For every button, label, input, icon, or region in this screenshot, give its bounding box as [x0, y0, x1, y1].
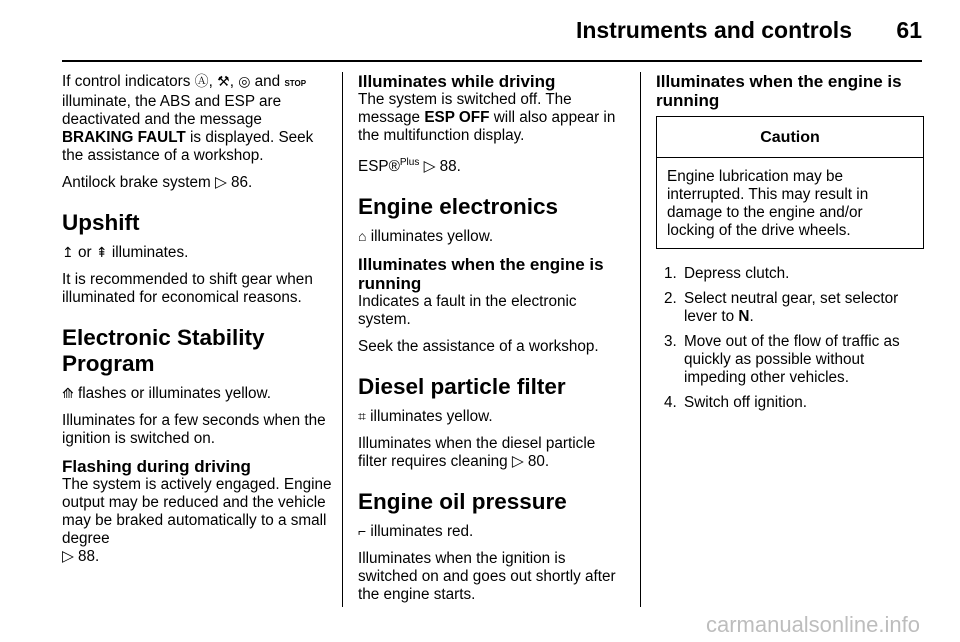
paragraph: Illuminates when the ignition is switched on and goes out shortly after the engine starts.: [358, 550, 616, 604]
column-divider: [342, 72, 343, 607]
column-3: [656, 72, 924, 419]
text: ESP®: [358, 158, 400, 176]
reference-arrow-icon: ▷: [215, 174, 227, 191]
watermark: carmanualsonline.info: [705, 612, 920, 637]
paragraph: [358, 154, 628, 176]
column-divider: [640, 72, 641, 607]
page-reference: 88.: [78, 548, 100, 565]
list-item: [656, 290, 924, 326]
paragraph: Illuminates for a few seconds when the ignition is switched on.: [62, 412, 326, 447]
text: The system is switched off. The message: [358, 91, 572, 126]
subheading-flashing: Flashing during driving: [62, 457, 251, 476]
page-title: Instruments and controls: [575, 17, 852, 43]
text: illuminates yellow.: [366, 228, 494, 246]
paragraph: [358, 91, 628, 145]
paragraph: [62, 243, 332, 262]
paragraph: [358, 227, 628, 246]
paragraph: [62, 174, 332, 192]
section-heading-oil-pressure: Engine oil pressure: [358, 489, 567, 515]
step-text: Switch off ignition.: [684, 394, 808, 411]
text: illuminate, the ABS and ESP are deactivated and the message: [62, 93, 282, 128]
steps-list: [656, 265, 924, 412]
reference-arrow-icon: ▷: [62, 548, 74, 565]
esp-icon: ⟰: [62, 385, 74, 401]
page-reference: 80.: [527, 453, 550, 471]
text: The system is actively engaged. Engine output may be reduced and the vehicle may be braked automatically to a small degree: [62, 476, 332, 547]
column-1: [62, 72, 332, 575]
subheading-illuminates-driving: Illuminates while driving: [358, 72, 556, 91]
text: ,: [208, 73, 213, 90]
caution-box: [656, 116, 924, 249]
paragraph: [62, 476, 332, 566]
page-reference: 88.: [439, 158, 461, 176]
engine-icon: ⌂: [358, 228, 367, 245]
step-text: Move out of the flow of traffic as quickly as possible without impeding other vehicles.: [684, 333, 900, 386]
step-number: 1.: [664, 265, 677, 282]
section-heading-diesel-filter: Diesel particle filter: [358, 374, 566, 400]
upshift-icon: ↥: [62, 244, 74, 260]
step-number: 4.: [664, 394, 677, 411]
paragraph: [358, 407, 628, 426]
paragraph: [62, 72, 332, 165]
step-text: Select neutral gear, set selector lever to: [684, 290, 899, 325]
paragraph: [62, 384, 332, 403]
page-reference: 86.: [231, 174, 253, 191]
superscript: Plus: [399, 157, 420, 168]
text: illuminates.: [107, 244, 189, 261]
stop-icon: STOP: [284, 79, 307, 88]
text: If control indicators: [62, 73, 195, 90]
list-item: [656, 333, 924, 387]
text: flashes or illuminates yellow.: [73, 385, 271, 402]
subheading-engine-running: Illuminates when the engine is running: [656, 72, 902, 110]
paragraph: [358, 522, 628, 541]
reference-arrow-icon: ▷: [511, 453, 524, 471]
text: is displayed. Seek the assistance of a workshop.: [62, 129, 314, 164]
text: Illuminates when the diesel particle filter requires cleaning: [358, 435, 596, 471]
caution-body: Engine lubrication may be interrupted. This may result in damage to the engine and/or locking of the drive wheels.: [667, 168, 869, 239]
caution-heading: Caution: [657, 117, 923, 158]
step-text: Depress clutch.: [684, 265, 790, 282]
text: illuminates red.: [366, 523, 474, 541]
oil-can-icon: ⌐: [358, 523, 367, 540]
header-rule: [62, 60, 922, 62]
text: and: [250, 73, 285, 90]
column-2: [358, 72, 628, 613]
section-heading-esp: Electronic Stability Program: [62, 325, 265, 376]
diesel-filter-icon: ⌗: [358, 408, 366, 425]
message-esp-off: ESP OFF: [424, 109, 490, 126]
gear-neutral-label: N: [738, 308, 750, 325]
paragraph: It is recommended to shift gear when illuminated for economical reasons.: [62, 271, 313, 306]
reference-arrow-icon: ▷: [423, 158, 436, 176]
text: will also appear in the multifunction display.: [358, 109, 616, 144]
message-braking-fault: BRAKING FAULT: [62, 129, 186, 146]
upshift-alt-icon: ⇞: [95, 244, 108, 260]
step-number: 3.: [664, 333, 677, 350]
wrench-icon: ⚒: [217, 73, 230, 89]
paragraph: [358, 435, 628, 471]
page-number: 61: [896, 17, 922, 43]
text: illuminates yellow.: [365, 408, 493, 426]
brake-system-icon: ◎: [238, 73, 251, 89]
paragraph: Seek the assistance of a workshop.: [358, 338, 599, 356]
section-heading-engine-electronics: Engine electronics: [358, 194, 559, 220]
list-item: [656, 265, 924, 283]
section-heading-upshift: Upshift: [62, 210, 140, 235]
step-number: 2.: [664, 290, 677, 307]
text: ,: [229, 73, 234, 90]
paragraph: Indicates a fault in the electronic system.: [358, 293, 577, 329]
subheading-engine-running: Illuminates when the engine is running: [358, 255, 604, 294]
text: Antilock brake system: [62, 174, 216, 191]
abs-warning-icon: Ⓐ: [194, 73, 209, 89]
list-item: [656, 394, 924, 412]
text: or: [73, 244, 96, 261]
text: .: [749, 308, 754, 325]
